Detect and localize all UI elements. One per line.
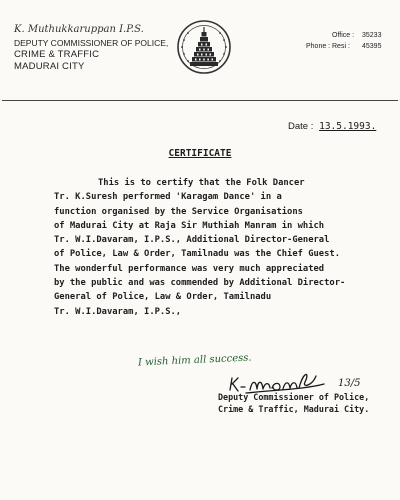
- body-line: Tr. K.Suresh performed 'Karagam Dance' in a: [54, 192, 282, 203]
- body-line: This is to certify that the Folk Dancer: [98, 178, 305, 188]
- letter-date: [288, 121, 376, 132]
- body-line: of Madurai City at Raja Sir Muthiah Manram in which: [54, 220, 325, 231]
- officer-wing: CRIME & TRAFFIC: [14, 49, 100, 60]
- officer-designation: DEPUTY COMMISSIONER OF POLICE,: [14, 38, 169, 48]
- officer-name: K. Muthukkaruppan I.P.S.: [14, 24, 144, 35]
- government-emblem-icon: [176, 18, 232, 76]
- officer-city: MADURAI CITY: [14, 61, 85, 72]
- office-number: 35233: [362, 32, 382, 39]
- date-value: 13.5.1993.: [319, 121, 377, 132]
- body-line: General of Police, Law & Order, Tamilnadu: [54, 292, 272, 303]
- letterhead-divider: [2, 100, 398, 101]
- signatory-line: Crime & Traffic, Madurai City.: [218, 403, 370, 414]
- resi-number: 45395: [362, 43, 382, 50]
- body-line: function organised by the Service Organisations: [54, 206, 303, 217]
- resi-label: Resi :: [332, 43, 350, 50]
- date-label: Date :: [288, 121, 314, 132]
- letterhead-left: [14, 24, 168, 73]
- signatory-line: Deputy Commissioner of Police,: [218, 392, 370, 402]
- body-line: Tr. W.I.Davaram, I.P.S.,: [54, 306, 182, 317]
- body-line: by the public and was commended by Additional Director-: [54, 278, 346, 289]
- handwritten-note: I wish him all success.: [137, 352, 252, 369]
- signatory-block: [218, 392, 369, 415]
- certificate-body: [54, 176, 346, 319]
- office-label: Office :: [332, 32, 355, 39]
- body-line: The wonderful performance was very much appreciated: [54, 263, 325, 274]
- letterhead-contact: [306, 30, 381, 52]
- certificate-heading: CERTIFICATE: [168, 148, 232, 159]
- phone-label: Phone :: [306, 43, 331, 50]
- body-line: of Police, Law & Order, Tamilnadu was the Chief Guest.: [54, 249, 340, 260]
- signature-date: 13/5: [338, 378, 361, 389]
- body-line: Tr. W.I.Davaram, I.P.S., Additional Director-General: [54, 235, 330, 246]
